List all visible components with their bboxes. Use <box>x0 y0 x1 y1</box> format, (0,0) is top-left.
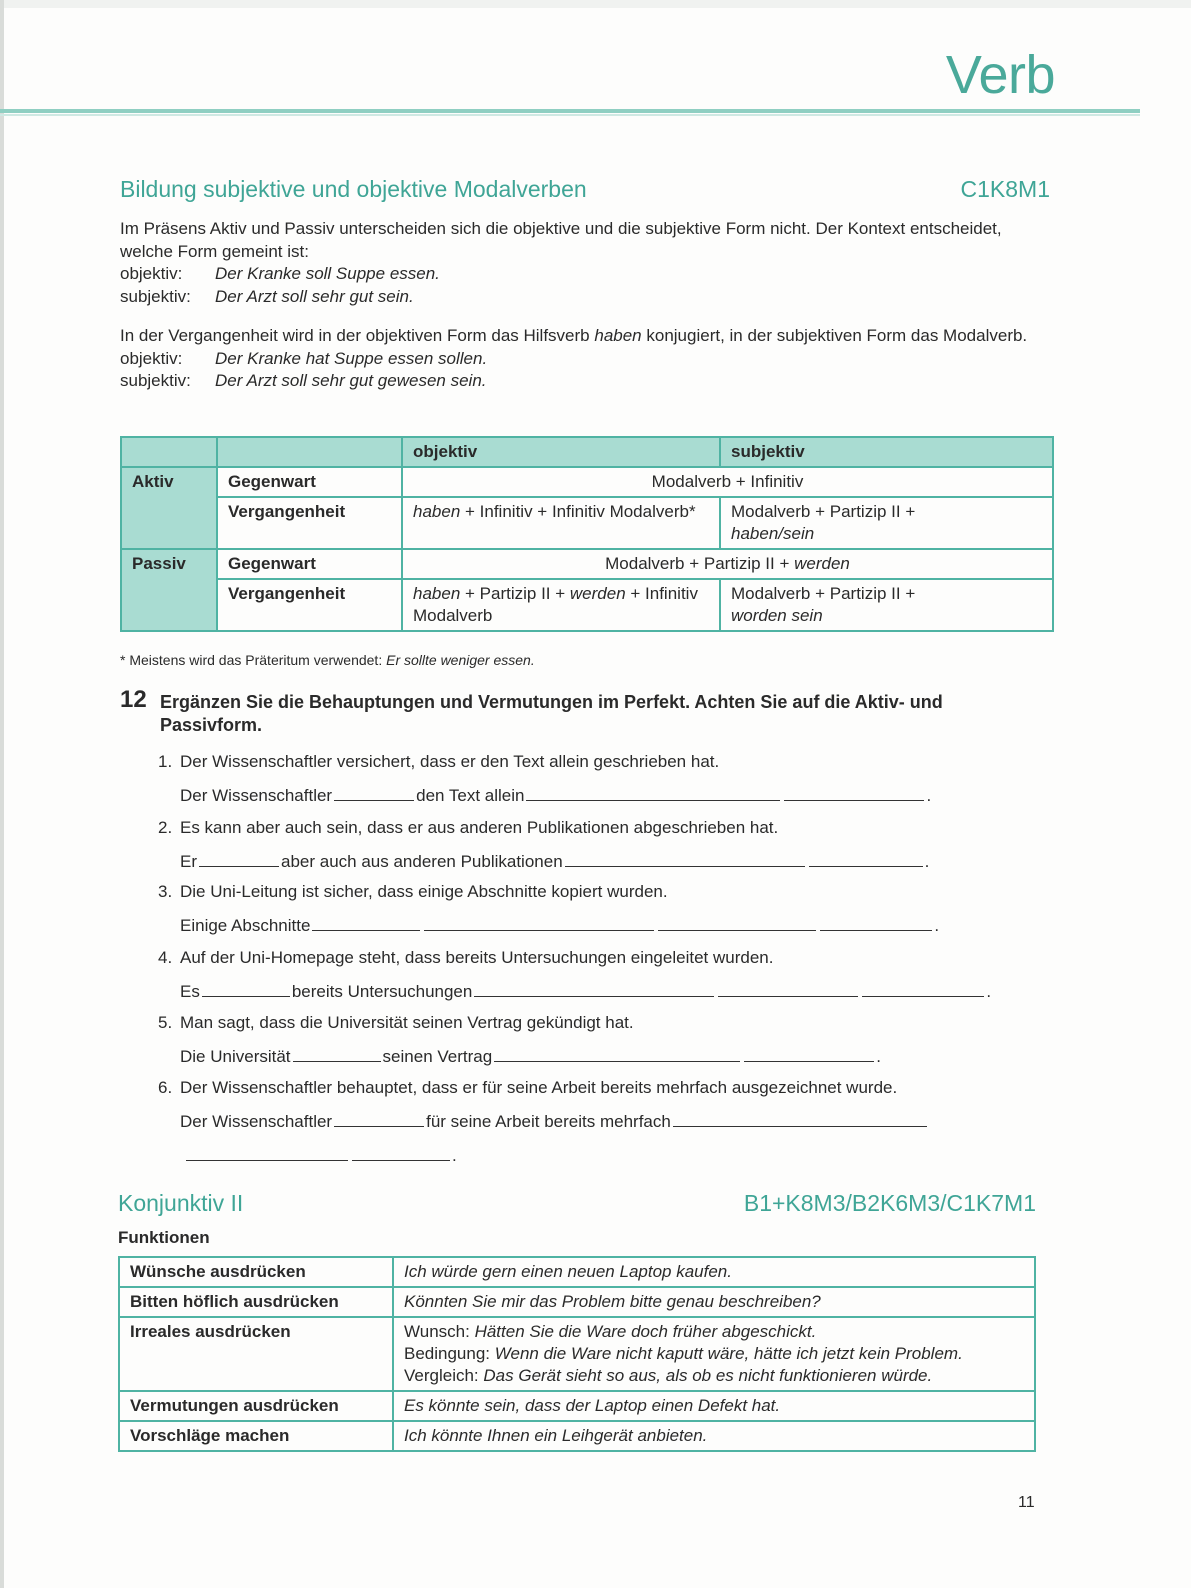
title-rule-shadow <box>0 114 1140 116</box>
answer-line-6: Der Wissenschaftler für seine Arbeit bereits mehrfach <box>180 1110 929 1132</box>
exercise-item-2: 2. Es kann aber auch sein, dass er aus anderen Publikationen abgeschrieben hat. <box>158 818 779 837</box>
exercise-instruction: Ergänzen Sie die Behauptungen und Vermutungen im Perfekt. Achten Sie auf die Aktiv- und Passivform. <box>160 692 943 735</box>
row-passiv: Passiv <box>121 549 217 631</box>
scan-left-edge <box>0 0 4 1588</box>
blank-input[interactable] <box>862 980 984 997</box>
section-heading-konjunktiv <box>118 1190 1036 1217</box>
answer-line-5: Die Universität seinen Vertrag . <box>180 1047 881 1066</box>
blank-input[interactable] <box>199 850 279 867</box>
blank-input[interactable] <box>673 1110 927 1127</box>
title-rule <box>0 109 1140 113</box>
exercise-item-1: 1. Der Wissenschaftler versichert, dass er den Text allein geschrieben hat. <box>158 752 720 771</box>
exercise-item-6: 6. Der Wissenschaftler behauptet, dass er für seine Arbeit bereits mehrfach ausgezeichnet wurde. <box>158 1078 898 1097</box>
answer-line-1: Der Wissenschaftler den Text allein . <box>180 786 932 805</box>
section-heading-modalverben <box>120 176 1050 203</box>
blank-input[interactable] <box>334 784 414 801</box>
header-objektiv: objektiv <box>402 437 720 467</box>
blank-input[interactable] <box>424 914 654 931</box>
blank-input[interactable] <box>352 1144 450 1161</box>
intro-paragraph-2 <box>120 325 1050 393</box>
answer-line-2: Er aber auch aus anderen Publikationen . <box>180 852 930 871</box>
intro-text-2: In der Vergangenheit wird in der objektiven Form das Hilfsverb haben konjugiert, in der subjektiven Form das Modalverb. <box>120 326 1028 345</box>
exercise-number: 12 <box>120 686 147 713</box>
blank-input[interactable] <box>526 784 780 801</box>
page-title: Verb <box>945 45 1055 105</box>
example-subjektiv: subjektiv: Der Arzt soll sehr gut sein. <box>120 286 414 306</box>
answer-line-3: Einige Abschnitte . <box>180 916 940 935</box>
row-aktiv: Aktiv <box>121 467 217 549</box>
example-objektiv-past: objektiv: Der Kranke hat Suppe essen sollen. <box>120 348 488 368</box>
modalverben-table: objektiv subjektiv Aktiv Gegenwart Modalverb + Infinitiv Vergangenheit haben + Infinitiv + Infinitiv Modalverb* Modalverb + Partizip II + haben/sein Passiv Gegenwart Modalverb + Partizip II + werden Vergangenheit haben + Partizip II + werden + Infinitiv Modalverb Modalverb + Partizip II + worden sein <box>120 436 1054 632</box>
blank-input[interactable] <box>293 1045 381 1062</box>
exercise-item-4: 4. Auf der Uni-Homepage steht, dass bereits Untersuchungen eingeleitet wurden. <box>158 948 774 967</box>
scan-top-band <box>0 0 1191 8</box>
footnote: * Meistens wird das Präteritum verwendet: Er sollte weniger essen. <box>120 652 535 668</box>
subheading-funktionen: Funktionen <box>118 1228 210 1247</box>
intro-paragraph-1 <box>120 218 1050 308</box>
exercise-item-3: 3. Die Uni-Leitung ist sicher, dass einige Abschnitte kopiert wurden. <box>158 882 668 901</box>
example-objektiv: objektiv: Der Kranke soll Suppe essen. <box>120 264 440 283</box>
intro-text: Im Präsens Aktiv und Passiv unterscheiden sich die objektive und die subjektive Form nicht. Der Kontext entscheidet, welche Form gemeint ist: <box>120 219 1002 261</box>
header-subjektiv: subjektiv <box>720 437 1053 467</box>
blank-input[interactable] <box>494 1045 740 1062</box>
answer-line-4: Es bereits Untersuchungen . <box>180 982 992 1001</box>
exercise-item-5: 5. Man sagt, dass die Universität seinen Vertrag gekündigt hat. <box>158 1013 634 1032</box>
blank-input[interactable] <box>820 914 932 931</box>
section-code: C1K8M1 <box>960 176 1050 202</box>
blank-input[interactable] <box>718 980 858 997</box>
blank-input[interactable] <box>474 980 714 997</box>
page-number: 11 <box>1018 1494 1035 1511</box>
blank-input[interactable] <box>565 850 805 867</box>
example-subjektiv-past: subjektiv: Der Arzt soll sehr gut gewesen sein. <box>120 371 487 390</box>
blank-input[interactable] <box>784 784 924 801</box>
blank-input[interactable] <box>202 980 290 997</box>
section-code: B1+K8M3/B2K6M3/C1K7M1 <box>743 1190 1036 1216</box>
blank-input[interactable] <box>744 1045 874 1062</box>
konjunktiv-table: Wünsche ausdrücken Ich würde gern einen neuen Laptop kaufen. Bitten höflich ausdrücken Könnten Sie mir das Problem bitte genau beschreiben? Irreales ausdrücken Wunsch: Hätten Sie die Ware doch früher abgeschickt. Bedingung: Wenn die Ware nicht kaputt wäre, hätte ich jetzt kein Problem. Vergleich: Das Gerät sieht so aus, als ob es nicht funktionieren würde. Vermutungen ausdrücken Es könnte sein, dass der Laptop einen Defekt hat. Vorschläge machen Ich könnte Ihnen ein Leihgerät anbieten. <box>118 1256 1036 1452</box>
blank-input[interactable] <box>334 1110 424 1127</box>
blank-input[interactable] <box>658 914 816 931</box>
blank-input[interactable] <box>186 1144 348 1161</box>
answer-line-6b: . <box>184 1144 457 1166</box>
section-title: Bildung subjektive und objektive Modalverben <box>120 176 587 202</box>
blank-input[interactable] <box>809 850 923 867</box>
blank-input[interactable] <box>312 914 420 931</box>
section-title: Konjunktiv II <box>118 1190 244 1216</box>
